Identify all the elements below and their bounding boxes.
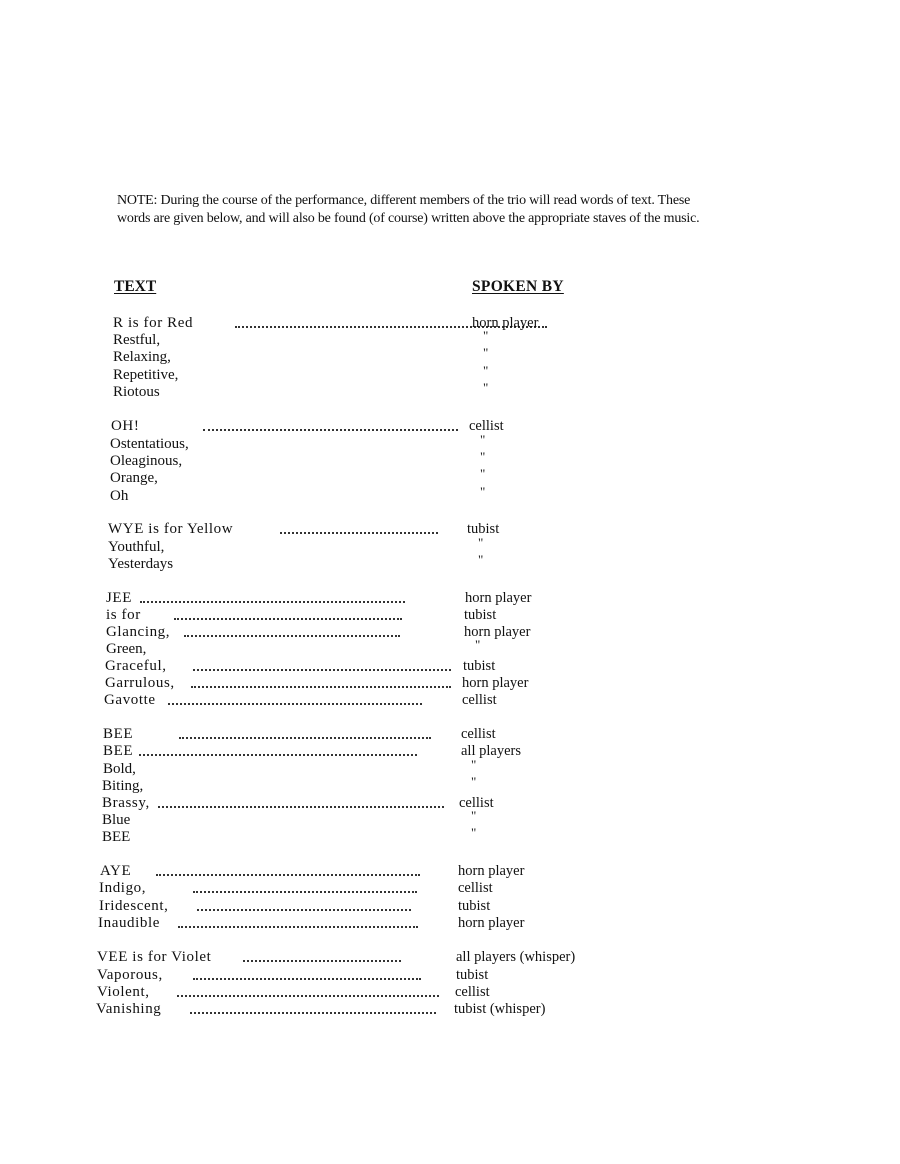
speaker: all players — [461, 743, 521, 759]
speaker: horn player — [462, 675, 529, 691]
dot-leader — [197, 909, 411, 911]
ditto-speaker: " — [480, 484, 486, 499]
text-word: BEE — [103, 726, 134, 742]
text-row — [99, 897, 549, 915]
spoken-by-column-header: SPOKEN BY — [472, 278, 564, 295]
text-word: Graceful, — [105, 658, 167, 674]
text-row — [97, 983, 547, 1001]
text-word: OH! — [111, 418, 140, 434]
text-row — [103, 757, 553, 778]
text-row — [106, 589, 556, 607]
text-word: Relaxing, — [113, 349, 171, 365]
dot-leader — [168, 703, 422, 705]
speaker: tubist — [467, 521, 500, 537]
speaker: horn player — [472, 315, 539, 331]
speaker: cellist — [462, 692, 497, 708]
text-row — [110, 449, 560, 470]
ditto-speaker: " — [471, 774, 477, 789]
text-word: Gavotte — [104, 692, 156, 708]
speaker: tubist — [458, 898, 491, 914]
text-row — [98, 914, 548, 932]
dot-leader — [203, 429, 458, 431]
text-row — [102, 794, 552, 812]
performance-note: NOTE: During the course of the performance, different members of the trio will read words of text. These words are given below, and will also be found (of course) written above the appropriate staves of the music. — [117, 193, 700, 226]
text-row — [110, 484, 560, 505]
text-word: Brassy, — [102, 795, 150, 811]
text-word: Glancing, — [106, 624, 171, 640]
speaker: tubist — [464, 607, 497, 623]
text-word: AYE — [100, 863, 132, 879]
text-row — [97, 948, 597, 966]
dot-leader — [174, 618, 402, 620]
text-row — [108, 520, 558, 538]
text-word: Ostentatious, — [110, 436, 189, 452]
speaker: horn player — [458, 915, 525, 931]
text-word: is for — [106, 607, 141, 623]
text-row — [110, 466, 560, 487]
text-row — [113, 314, 563, 332]
dot-leader — [193, 669, 451, 671]
ditto-speaker: " — [471, 757, 477, 772]
text-row — [104, 691, 554, 709]
text-row — [105, 674, 555, 692]
text-row — [100, 862, 550, 880]
speaker: horn player — [458, 863, 525, 879]
text-word: Youthful, — [108, 539, 165, 555]
text-word: Garrulous, — [105, 675, 175, 691]
text-word: Vanishing — [96, 1001, 162, 1017]
ditto-speaker: " — [480, 449, 486, 464]
ditto-speaker: " — [483, 328, 489, 343]
text-row — [113, 328, 563, 349]
text-row — [96, 1000, 576, 1018]
speaker: cellist — [459, 795, 494, 811]
dot-leader — [243, 960, 401, 962]
text-row — [108, 552, 558, 573]
text-row — [105, 657, 555, 675]
text-row — [106, 637, 556, 658]
speaker: horn player — [464, 624, 531, 640]
text-word: Yesterdays — [108, 556, 174, 572]
text-row — [111, 417, 561, 435]
dot-leader — [156, 874, 420, 876]
text-word: WYE is for Yellow — [108, 521, 234, 537]
text-row — [113, 380, 563, 401]
text-word: Orange, — [110, 470, 158, 486]
dot-leader — [190, 1012, 436, 1014]
text-column-header: TEXT — [114, 278, 157, 295]
ditto-speaker: " — [478, 552, 484, 567]
text-word: Biting, — [102, 778, 144, 794]
text-row — [103, 725, 553, 743]
speaker: cellist — [455, 984, 490, 1000]
text-row — [113, 345, 563, 366]
dot-leader — [280, 532, 438, 534]
ditto-speaker: " — [471, 825, 477, 840]
text-word: Inaudible — [98, 915, 161, 931]
text-row — [106, 606, 556, 624]
speaker: cellist — [469, 418, 504, 434]
ditto-speaker: " — [480, 432, 486, 447]
dot-leader — [191, 686, 451, 688]
text-word: Violent, — [97, 984, 150, 1000]
dot-leader — [193, 891, 417, 893]
text-row — [97, 966, 547, 984]
text-word: BEE — [102, 829, 131, 845]
ditto-speaker: " — [471, 808, 477, 823]
text-row — [113, 363, 563, 384]
dot-leader — [177, 995, 439, 997]
dot-leader — [184, 635, 400, 637]
text-row — [99, 879, 549, 897]
text-word: R is for Red — [113, 315, 194, 331]
text-word: Blue — [102, 812, 131, 828]
text-word: Oh — [110, 488, 129, 504]
dot-leader — [139, 754, 417, 756]
text-word: BEE — [103, 743, 134, 759]
text-row — [106, 623, 556, 641]
text-word: Iridescent, — [99, 898, 169, 914]
text-word: Bold, — [103, 761, 136, 777]
text-word: JEE — [106, 590, 132, 606]
text-row — [103, 742, 553, 760]
dot-leader — [158, 806, 444, 808]
dot-leader — [193, 978, 421, 980]
speaker: horn player — [465, 590, 532, 606]
ditto-speaker: " — [483, 345, 489, 360]
dot-leader — [178, 926, 418, 928]
text-word: Indigo, — [99, 880, 147, 896]
speaker: tubist — [463, 658, 496, 674]
dot-leader — [179, 737, 431, 739]
text-row — [110, 432, 560, 453]
text-word: Repetitive, — [113, 367, 179, 383]
ditto-speaker: " — [483, 363, 489, 378]
speaker: tubist — [456, 967, 489, 983]
text-word: Vaporous, — [97, 967, 163, 983]
ditto-speaker: " — [475, 637, 481, 652]
speaker: cellist — [458, 880, 493, 896]
text-row — [102, 825, 552, 846]
text-word: Green, — [106, 641, 147, 657]
text-word: Restful, — [113, 332, 161, 348]
text-row — [108, 535, 558, 556]
ditto-speaker: " — [480, 466, 486, 481]
speaker: cellist — [461, 726, 496, 742]
text-row — [102, 774, 552, 795]
text-word: Oleaginous, — [110, 453, 183, 469]
text-word: VEE is for Violet — [97, 949, 212, 965]
text-row — [102, 808, 552, 829]
speaker: tubist (whisper) — [454, 1001, 546, 1017]
dot-leader — [140, 601, 405, 603]
ditto-speaker: " — [478, 535, 484, 550]
speaker: all players (whisper) — [456, 949, 576, 965]
ditto-speaker: " — [483, 380, 489, 395]
text-word: Riotous — [113, 384, 160, 400]
